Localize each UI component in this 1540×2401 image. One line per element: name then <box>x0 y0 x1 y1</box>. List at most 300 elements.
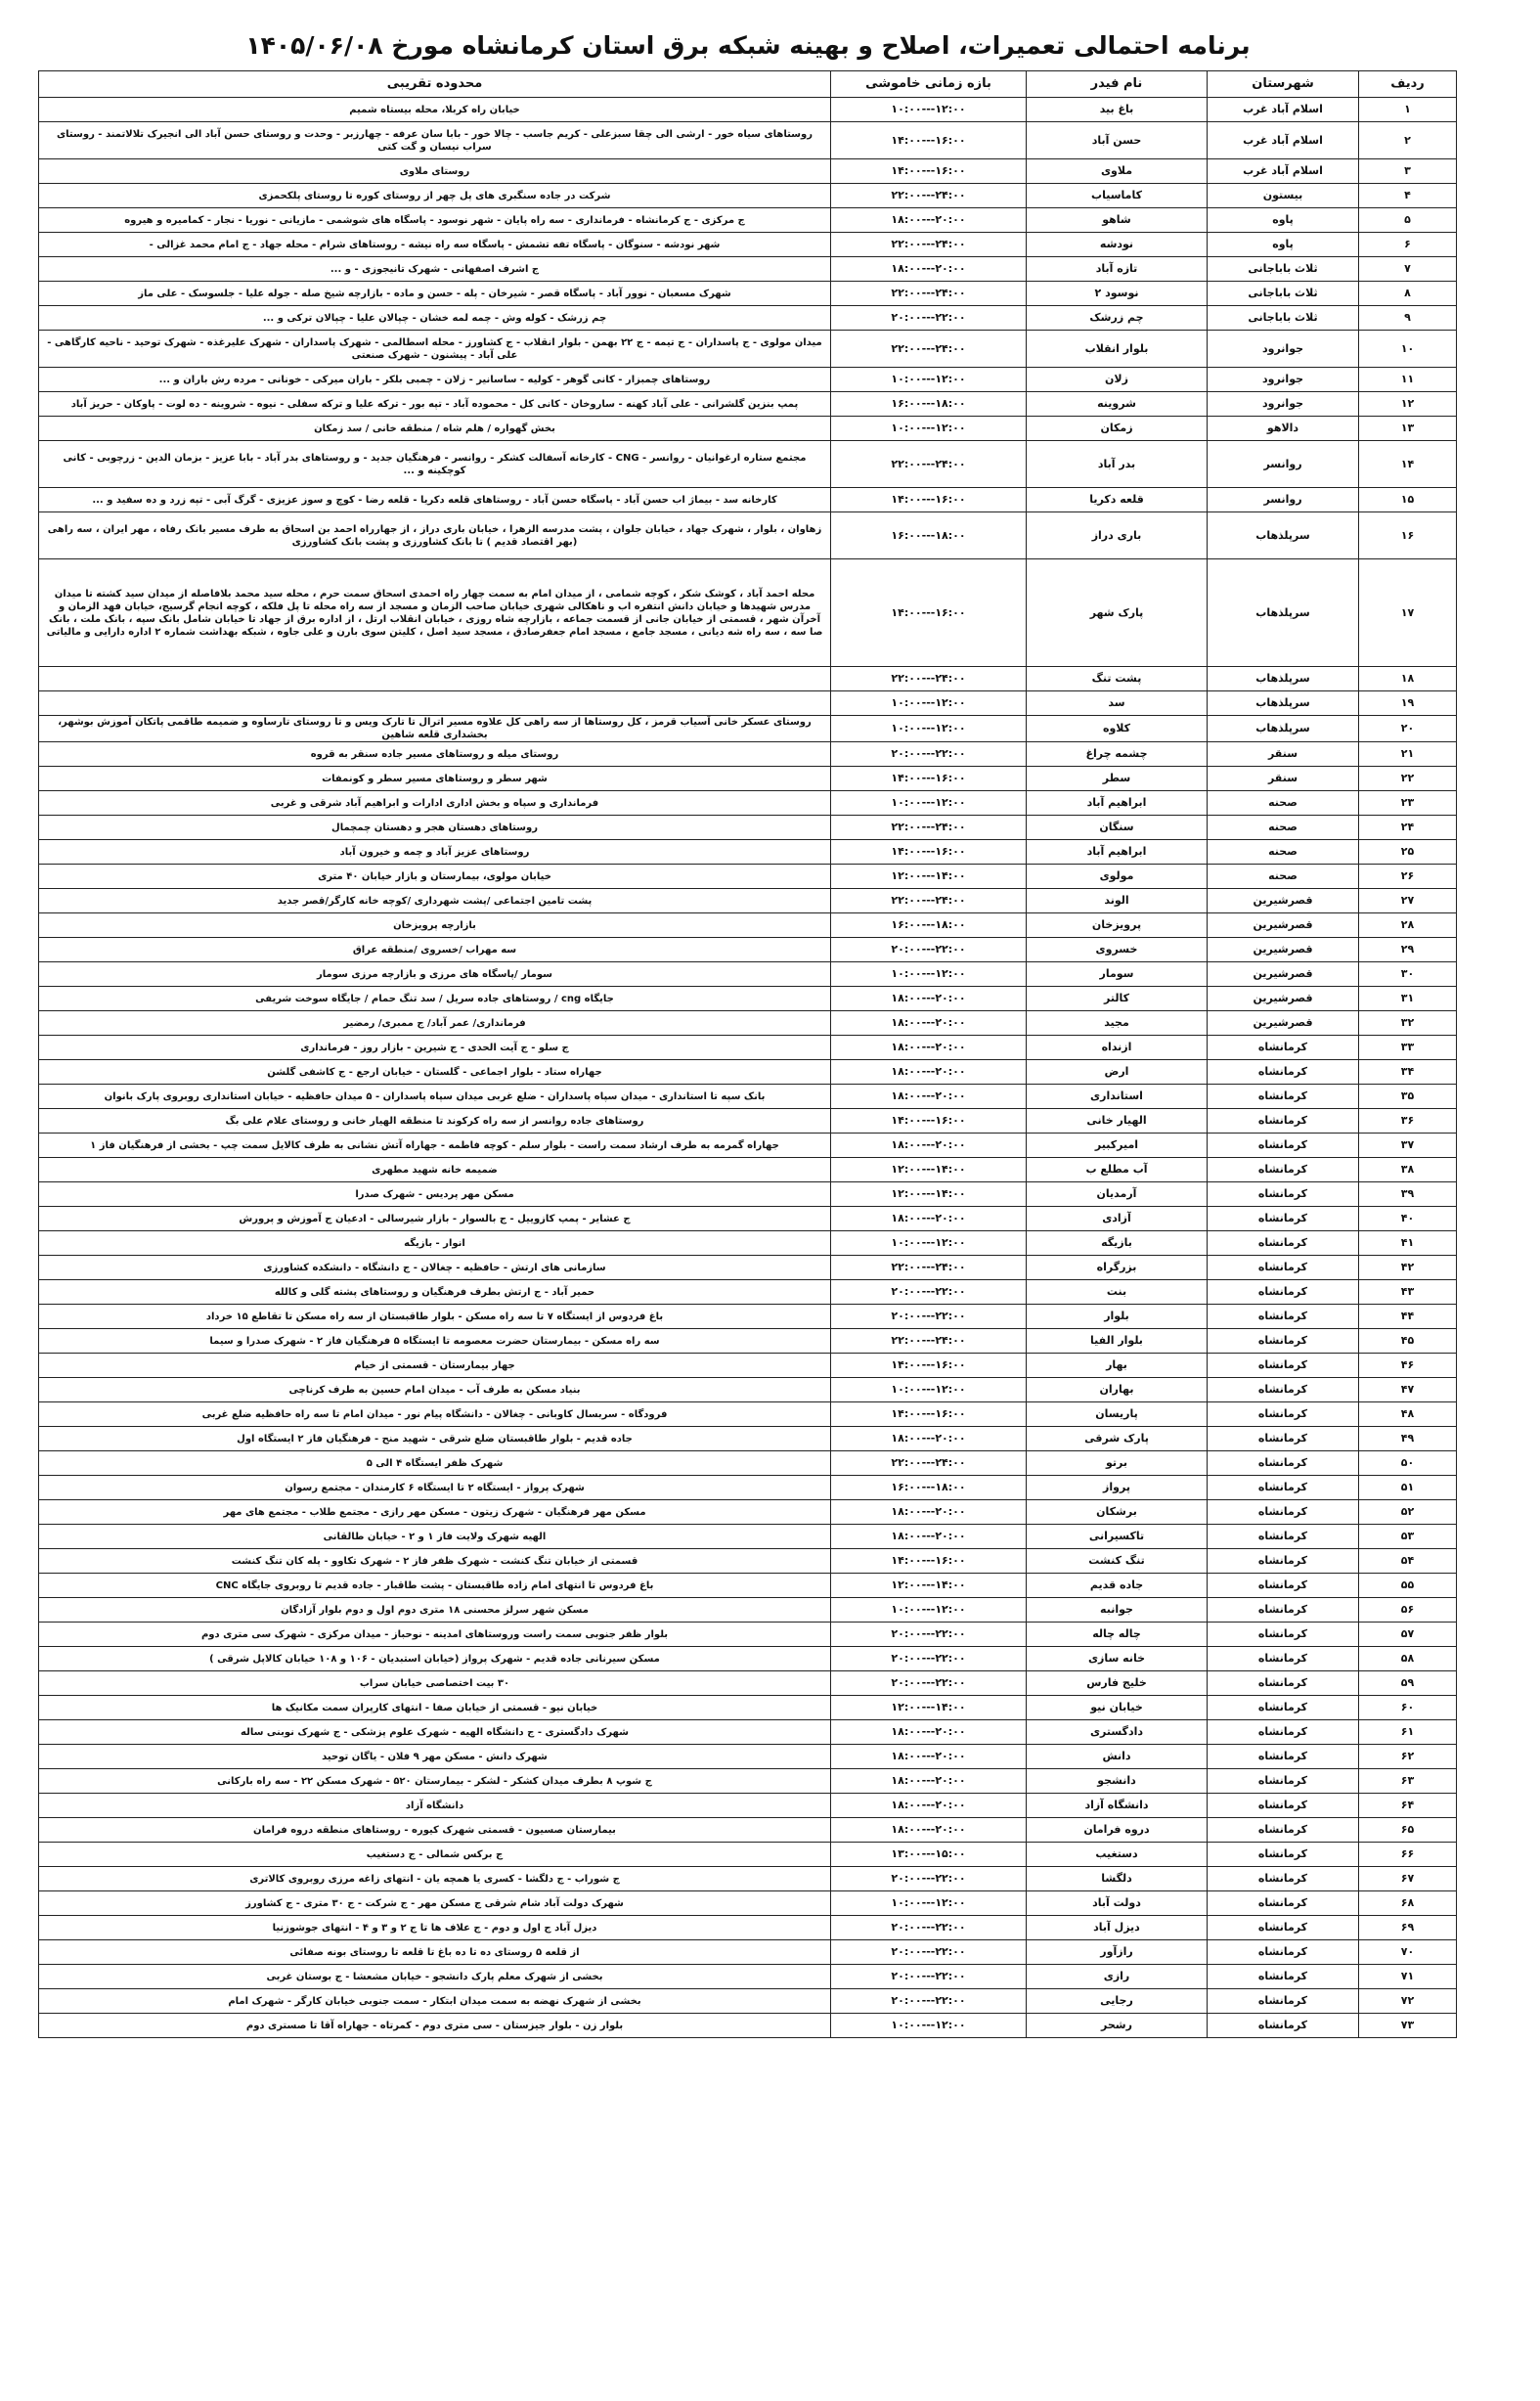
cell-feeder: باری دراز <box>1027 512 1208 559</box>
header-feeder: نام فیدر <box>1027 71 1208 98</box>
cell-row-number: ۴۷ <box>1359 1378 1457 1402</box>
table-row <box>39 938 1457 962</box>
cell-feeder: آرمدیان <box>1027 1182 1208 1207</box>
cell-area: جاده قدیم - بلوار طاقبستان ضلع شرقی - شهید منح - فرهنگیان فاز ۲ ایستگاه اول <box>39 1427 831 1451</box>
cell-city: کرمانشاه <box>1208 1598 1359 1623</box>
cell-area: محله احمد آباد ، کوشک شکر ، کوچه شمامی ، از میدان امام به سمت چهار راه احمدی اسحاق سمت حرم ، محله سید محمد بلافاصله از میدان سید کشته تا میدان مدرس شهیدها و خیابان دانش انتفره اب و ناهکالی شهری خیابان صاحب الزمان و مسجد از سه راه محله تا پل فلکه ، کوچه انجام گرسیج، خیابان فهد الزمان و آخرآن شهر ، قسمتی از خیابان جانی از قسمت جماعه ، بازارچه شاه روزی ، خیابان انقلاب ارتل ، از اداره برق از جهاد تا خیابان شامل بانک سپه ، بانک ملت ، بانک صا سه ، سه راه شه دیانی ، مسجد جامع ، مسجد امام جعفرصادق ، مسجد سید اصل ، کلیتن سوی بارن و علی جاوه ، شبکه بهداشت شماره ۲ اداره دارایی و مالیاتی <box>39 559 831 667</box>
table-row <box>39 1451 1457 1476</box>
cell-area: ضمیمه خانه شهید مطهری <box>39 1158 831 1182</box>
cell-row-number: ۲۵ <box>1359 840 1457 865</box>
cell-outage-time: ۱۸:۰۰---۲۰:۰۰ <box>831 1134 1027 1158</box>
cell-area: خیابان راه کربلا، محله بیستاه شمیم <box>39 98 831 122</box>
cell-row-number: ۴۵ <box>1359 1329 1457 1354</box>
cell-outage-time: ۱۰:۰۰---۱۲:۰۰ <box>831 716 1027 742</box>
cell-row-number: ۵ <box>1359 208 1457 233</box>
cell-area: روستای ملاوی <box>39 159 831 184</box>
table-row <box>39 1060 1457 1085</box>
cell-row-number: ۴ <box>1359 184 1457 208</box>
cell-city: کرمانشاه <box>1208 1134 1359 1158</box>
cell-outage-time: ۱۴:۰۰---۱۶:۰۰ <box>831 767 1027 791</box>
cell-outage-time: ۲۰:۰۰---۲۲:۰۰ <box>831 1280 1027 1305</box>
table-row <box>39 512 1457 559</box>
table-row <box>39 441 1457 488</box>
table-row <box>39 1965 1457 1989</box>
table-row <box>39 1476 1457 1500</box>
cell-city: روانسر <box>1208 441 1359 488</box>
cell-city: کرمانشاه <box>1208 1549 1359 1574</box>
table-row <box>39 1500 1457 1525</box>
cell-outage-time: ۲۲:۰۰---۲۴:۰۰ <box>831 816 1027 840</box>
cell-city: کرمانشاه <box>1208 1574 1359 1598</box>
cell-feeder: دانش <box>1027 1745 1208 1769</box>
cell-city: سرپلذهاب <box>1208 691 1359 716</box>
cell-city: کرمانشاه <box>1208 1182 1359 1207</box>
cell-row-number: ۵۰ <box>1359 1451 1457 1476</box>
cell-feeder: تنگ کنشت <box>1027 1549 1208 1574</box>
table-row <box>39 1329 1457 1354</box>
cell-feeder: دانشگاه آزاد <box>1027 1794 1208 1818</box>
cell-outage-time: ۲۰:۰۰---۲۲:۰۰ <box>831 1671 1027 1696</box>
cell-outage-time: ۲۰:۰۰---۲۲:۰۰ <box>831 1940 1027 1965</box>
cell-row-number: ۲۸ <box>1359 913 1457 938</box>
cell-outage-time: ۱۸:۰۰---۲۰:۰۰ <box>831 1060 1027 1085</box>
cell-outage-time: ۱۶:۰۰---۱۸:۰۰ <box>831 392 1027 417</box>
cell-row-number: ۷۰ <box>1359 1940 1457 1965</box>
cell-city: کرمانشاه <box>1208 1891 1359 1916</box>
cell-feeder: نودشه <box>1027 233 1208 257</box>
table-row <box>39 1036 1457 1060</box>
cell-row-number: ۷ <box>1359 257 1457 282</box>
cell-outage-time: ۱۴:۰۰---۱۶:۰۰ <box>831 1109 1027 1134</box>
cell-row-number: ۲۳ <box>1359 791 1457 816</box>
cell-area: میدان مولوی - ج پاسداران - ج تیمه - ج ۲۲ بهمن - بلوار انقلاب - ج کشاورز - محله اسطالمی - شهرک پاسداران - شهرک علیرغذه - شهرک توحید - ناحیه کارگاهی - علی آباد - پیشنون - شهرک صنعتی <box>39 331 831 368</box>
cell-outage-time: ۱۴:۰۰---۱۶:۰۰ <box>831 1549 1027 1574</box>
cell-outage-time: ۲۰:۰۰---۲۲:۰۰ <box>831 742 1027 767</box>
cell-outage-time: ۱۸:۰۰---۲۰:۰۰ <box>831 1427 1027 1451</box>
cell-feeder: برشکان <box>1027 1500 1208 1525</box>
cell-city: سرپلذهاب <box>1208 716 1359 742</box>
cell-row-number: ۵۲ <box>1359 1500 1457 1525</box>
cell-row-number: ۳۴ <box>1359 1060 1457 1085</box>
cell-area: شهرک دولت آباد شام شرقی ج مسکن مهر - ج شرکت - ج ۳۰ متری - ج کشاورز <box>39 1891 831 1916</box>
cell-area: پشت تامین اجتماعی /پشت شهرداری /کوچه خانه کارگر/قصر جدید <box>39 889 831 913</box>
table-row <box>39 1940 1457 1965</box>
cell-city: کرمانشاه <box>1208 1818 1359 1843</box>
cell-area: بخش گهواره / هلم شاه / منطقه خانی / سد زمکان <box>39 417 831 441</box>
cell-area: جهار بیمارستان - قسمتی از خیام <box>39 1354 831 1378</box>
table-row <box>39 1598 1457 1623</box>
cell-feeder: کالتر <box>1027 987 1208 1011</box>
page-title: برنامه احتمالی تعمیرات، اصلاح و بهینه شبکه برق استان کرمانشاه مورخ ۱۴۰۵/۰۶/۰۸ <box>245 31 1251 60</box>
cell-row-number: ۵۶ <box>1359 1598 1457 1623</box>
cell-row-number: ۲ <box>1359 122 1457 159</box>
cell-outage-time: ۲۰:۰۰---۲۲:۰۰ <box>831 1623 1027 1647</box>
cell-area: سازمانی های ارتش - حافظیه - چغالان - ج دانشگاه - دانشکده کشاورزی <box>39 1256 831 1280</box>
cell-feeder: شروینه <box>1027 392 1208 417</box>
cell-city: کرمانشاه <box>1208 1158 1359 1182</box>
cell-area: جهاراه گمرمه به طرف ارشاد سمت راست - بلوار سلم - کوچه فاطمه - جهاراه آتش نشانی به طرف کالایل سمت چپ - بخشی از فرهنگیان فاز ۱ <box>39 1134 831 1158</box>
cell-feeder: ارض <box>1027 1060 1208 1085</box>
cell-area: مجتمع ستاره ارغوانیان - روانسر - CNG - کارخانه آسفالت کشکر - روانسر - فرهنگیان جدید - و روستاهای بدر آباد - بابا عزیز - بزمان الدین - زرچوبی - کانی کوچکینه و ... <box>39 441 831 488</box>
cell-feeder: دانشجو <box>1027 1769 1208 1794</box>
cell-feeder: پاریسان <box>1027 1402 1208 1427</box>
cell-area: بخشی از شهرک معلم پارک دانشجو - خیابان مشعشا - ج بوستان غربی <box>39 1965 831 1989</box>
table-row <box>39 1916 1457 1940</box>
cell-row-number: ۶ <box>1359 233 1457 257</box>
cell-city: سرپلذهاب <box>1208 512 1359 559</box>
table-row <box>39 1671 1457 1696</box>
cell-city: کرمانشاه <box>1208 1329 1359 1354</box>
table-row <box>39 1989 1457 2014</box>
cell-outage-time: ۱۳:۰۰---۱۵:۰۰ <box>831 1843 1027 1867</box>
cell-city: کرمانشاه <box>1208 1671 1359 1696</box>
cell-outage-time: ۱۸:۰۰---۲۰:۰۰ <box>831 1500 1027 1525</box>
cell-area: الهیه شهرک ولایت فاز ۱ و ۲ - خیابان طالقانی <box>39 1525 831 1549</box>
cell-outage-time: ۱۸:۰۰---۲۰:۰۰ <box>831 1207 1027 1231</box>
cell-area: جهاراه ستاد - بلوار اجماعی - گلستان - خیابان ارجع - ج کاشفی گلشن <box>39 1060 831 1085</box>
table-row <box>39 282 1457 306</box>
cell-outage-time: ۱۶:۰۰---۱۸:۰۰ <box>831 913 1027 938</box>
cell-city: کرمانشاه <box>1208 1402 1359 1427</box>
table-row <box>39 1867 1457 1891</box>
table-row <box>39 1231 1457 1256</box>
cell-outage-time: ۲۲:۰۰---۲۴:۰۰ <box>831 331 1027 368</box>
cell-city: کرمانشاه <box>1208 1745 1359 1769</box>
table-row <box>39 691 1457 716</box>
table-row <box>39 1280 1457 1305</box>
table-row <box>39 1891 1457 1916</box>
table-row <box>39 767 1457 791</box>
cell-outage-time: ۲۲:۰۰---۲۴:۰۰ <box>831 441 1027 488</box>
cell-area: خیابان نیو - قسمتی از خیابان صفا - انتهای کارپران سمت مکانیک ها <box>39 1696 831 1720</box>
cell-row-number: ۳۷ <box>1359 1134 1457 1158</box>
cell-city: پاوه <box>1208 233 1359 257</box>
cell-outage-time: ۱۸:۰۰---۲۰:۰۰ <box>831 1745 1027 1769</box>
cell-city: کرمانشاه <box>1208 1427 1359 1451</box>
table-row <box>39 306 1457 331</box>
cell-area: فرمانداری/ عمر آباد/ ج ممبری/ رمضیر <box>39 1011 831 1036</box>
cell-area: روستاهای جاده روانسر از سه راه کرکوند تا منطقه الهیار خانی و روستای علام علی بگ <box>39 1109 831 1134</box>
cell-area: روستاهای عزیز آباد و چمه و خیرون آباد <box>39 840 831 865</box>
cell-feeder: پرویزخان <box>1027 913 1208 938</box>
cell-outage-time: ۱۶:۰۰---۱۸:۰۰ <box>831 1476 1027 1500</box>
cell-area: بنیاد مسکن به طرف آب - میدان امام حسین به طرف کرناچی <box>39 1378 831 1402</box>
table-row <box>39 1182 1457 1207</box>
table-row <box>39 1720 1457 1745</box>
table-row <box>39 559 1457 667</box>
cell-outage-time: ۱۰:۰۰---۱۲:۰۰ <box>831 1598 1027 1623</box>
cell-city: جوانرود <box>1208 331 1359 368</box>
table-row <box>39 417 1457 441</box>
cell-row-number: ۳۹ <box>1359 1182 1457 1207</box>
cell-area: کارخانه سد - بیماژ اب حسن آباد - پاسگاه حسن آباد - روستاهای قلعه دکریا - قلعه رضا - کوچ و سوز عزیزی - گرگ آبی - تپه زرد و ده سفید و ... <box>39 488 831 512</box>
cell-city: صحنه <box>1208 816 1359 840</box>
cell-row-number: ۴۹ <box>1359 1427 1457 1451</box>
cell-row-number: ۵۱ <box>1359 1476 1457 1500</box>
cell-city: کرمانشاه <box>1208 1843 1359 1867</box>
cell-feeder: ابراهیم آباد <box>1027 840 1208 865</box>
cell-area: شهرک دانش - مسکن مهر ۹ فلان - یاگان توحید <box>39 1745 831 1769</box>
cell-outage-time: ۱۸:۰۰---۲۰:۰۰ <box>831 208 1027 233</box>
table-row <box>39 208 1457 233</box>
cell-outage-time: ۱۲:۰۰---۱۴:۰۰ <box>831 1158 1027 1182</box>
cell-feeder: دولت آباد <box>1027 1891 1208 1916</box>
table-row <box>39 2014 1457 2038</box>
cell-row-number: ۶۳ <box>1359 1769 1457 1794</box>
cell-city: ثلاث باباجانی <box>1208 257 1359 282</box>
cell-area: زهاوان ، بلوار ، شهرک جهاد ، خیابان جلوان ، پشت مدرسه الزهرا ، خیابان باری دراز ، از جهارراه احمد بن اسحاق به طرف مسیر بانک رفاه ، مهر ایران ، سه راهی (بهر اقتصاد قدیم ) تا بانک کشاورزی و پشت بانک کشاورزی <box>39 512 831 559</box>
cell-city: سرپلذهاب <box>1208 667 1359 691</box>
cell-row-number: ۱۸ <box>1359 667 1457 691</box>
cell-feeder: رازآور <box>1027 1940 1208 1965</box>
table-row <box>39 98 1457 122</box>
cell-feeder: حسن آباد <box>1027 122 1208 159</box>
cell-feeder: نوسود ۲ <box>1027 282 1208 306</box>
cell-feeder: مجید <box>1027 1011 1208 1036</box>
cell-feeder: امیرکبیر <box>1027 1134 1208 1158</box>
cell-feeder: ابراهیم آباد <box>1027 791 1208 816</box>
cell-area: شرکت در جاده سنگبری های پل چهر از روستای کوره تا روستای پلکحمزی <box>39 184 831 208</box>
cell-city: صحنه <box>1208 865 1359 889</box>
cell-row-number: ۹ <box>1359 306 1457 331</box>
cell-area: شهرک دادگستری - ج دانشگاه الهیه - شهرک علوم پزشکی - ج شهرک نوبنی ساله <box>39 1720 831 1745</box>
table-row <box>39 1623 1457 1647</box>
cell-area: باغ فردوس تا انتهای امام زاده طاقبستان - پشت طاقبار - جاده قدیم تا روبروی جایگاه CNC <box>39 1574 831 1598</box>
cell-feeder: جاده قدیم <box>1027 1574 1208 1598</box>
cell-feeder: چشمه چراغ <box>1027 742 1208 767</box>
cell-city: ثلاث باباجانی <box>1208 306 1359 331</box>
cell-row-number: ۱۴ <box>1359 441 1457 488</box>
cell-outage-time: ۱۴:۰۰---۱۶:۰۰ <box>831 488 1027 512</box>
cell-feeder: زمکان <box>1027 417 1208 441</box>
cell-area: روستاهای سیاه خور - ارشی الی چقا سبزعلی - کریم جاسب - چالا خور - بابا سان عرفه - چهارزبر - وحدت و روستای حسن آباد الی انجیرک تلالاتمند - روستای سراب نیسان و گت کتی <box>39 122 831 159</box>
cell-row-number: ۱۱ <box>1359 368 1457 392</box>
table-row <box>39 840 1457 865</box>
cell-city: کرمانشاه <box>1208 1769 1359 1794</box>
cell-row-number: ۳۱ <box>1359 987 1457 1011</box>
cell-row-number: ۵۳ <box>1359 1525 1457 1549</box>
cell-area: بیمارستان صسیون - قسمتی شهرک کیوره - روستاهای منطقه دروه فرامان <box>39 1818 831 1843</box>
table-row <box>39 1134 1457 1158</box>
table-row <box>39 889 1457 913</box>
cell-row-number: ۴۶ <box>1359 1354 1457 1378</box>
cell-outage-time: ۱۸:۰۰---۲۰:۰۰ <box>831 1818 1027 1843</box>
cell-area: شهرک پرواز - ایستگاه ۲ تا ایستگاه ۶ کارمندان - مجتمع رسوان <box>39 1476 831 1500</box>
cell-feeder: سنگان <box>1027 816 1208 840</box>
cell-area: ج مرکزی - ج کرمانشاه - فرمانداری - سه راه پایان - شهر نوسود - پاسگاه های شوشمی - مازیانی - نوریا - نجار - کمامیره و هیروه <box>39 208 831 233</box>
cell-feeder: ملاوی <box>1027 159 1208 184</box>
table-body <box>39 98 1457 2038</box>
cell-row-number: ۶۰ <box>1359 1696 1457 1720</box>
table-row <box>39 1256 1457 1280</box>
cell-feeder: جوانبه <box>1027 1598 1208 1623</box>
cell-row-number: ۱۷ <box>1359 559 1457 667</box>
table-row <box>39 1574 1457 1598</box>
cell-area: مسکن سیرنانی جاده قدیم - شهرک پرواز (خیابان استبدیان - ۱۰۶ و ۱۰۸ خیابان کالاپل شرقی ) <box>39 1647 831 1671</box>
cell-city: کرمانشاه <box>1208 1989 1359 2014</box>
table-row <box>39 742 1457 767</box>
cell-outage-time: ۱۲:۰۰---۱۴:۰۰ <box>831 1696 1027 1720</box>
cell-feeder: تاکسیرانی <box>1027 1525 1208 1549</box>
cell-row-number: ۲۴ <box>1359 816 1457 840</box>
cell-feeder: شاهو <box>1027 208 1208 233</box>
cell-row-number: ۱۳ <box>1359 417 1457 441</box>
cell-city: سنقر <box>1208 742 1359 767</box>
cell-row-number: ۳۸ <box>1359 1158 1457 1182</box>
cell-area: بانک سپه تا استانداری - میدان سپاه پاسداران - ضلع غربی میدان سپاه پاسداران - ۵ میدان حافظیه - خیابان استانداری روبروی پارک بانوان <box>39 1085 831 1109</box>
header-city: شهرستان <box>1208 71 1359 98</box>
cell-row-number: ۴۴ <box>1359 1305 1457 1329</box>
table-row <box>39 1794 1457 1818</box>
cell-row-number: ۱۹ <box>1359 691 1457 716</box>
cell-area <box>39 667 831 691</box>
table-row <box>39 1549 1457 1574</box>
cell-city: کرمانشاه <box>1208 1965 1359 1989</box>
cell-city: کرمانشاه <box>1208 1623 1359 1647</box>
cell-row-number: ۳۰ <box>1359 962 1457 987</box>
cell-city: کرمانشاه <box>1208 1305 1359 1329</box>
cell-city: کرمانشاه <box>1208 1451 1359 1476</box>
cell-outage-time: ۱۲:۰۰---۱۴:۰۰ <box>831 865 1027 889</box>
cell-city: اسلام آباد غرب <box>1208 122 1359 159</box>
table-row <box>39 1745 1457 1769</box>
cell-area: روستاهای دهستان هجر و دهستان چمچمال <box>39 816 831 840</box>
cell-area: دانشگاه آزاد <box>39 1794 831 1818</box>
cell-row-number: ۴۲ <box>1359 1256 1457 1280</box>
cell-outage-time: ۱۰:۰۰---۱۲:۰۰ <box>831 417 1027 441</box>
cell-row-number: ۲۲ <box>1359 767 1457 791</box>
cell-area: روستاهای چمبزار - کانی گوهر - کولیه - ساسانیر - زلان - چمبی بلکر - باران میرکی - خونانی - مرده رش باران و ... <box>39 368 831 392</box>
cell-feeder: بدر آباد <box>1027 441 1208 488</box>
cell-row-number: ۱۵ <box>1359 488 1457 512</box>
cell-outage-time: ۱۴:۰۰---۱۶:۰۰ <box>831 1354 1027 1378</box>
cell-area: ج شوراب - ج دلگشا - کسری یا همچه یان - انتهای زاغه مرزی روبروی کالاتری <box>39 1867 831 1891</box>
cell-feeder: بلوار الفیا <box>1027 1329 1208 1354</box>
cell-outage-time: ۱۰:۰۰---۱۲:۰۰ <box>831 1378 1027 1402</box>
cell-area: بلوار ظفر جنوبی سمت راست وروستاهای امدینه - نوحباز - میدان مرکزی - شهرک سی متری دوم <box>39 1623 831 1647</box>
cell-row-number: ۶۴ <box>1359 1794 1457 1818</box>
cell-row-number: ۶۶ <box>1359 1843 1457 1867</box>
cell-area <box>39 691 831 716</box>
cell-city: کرمانشاه <box>1208 2014 1359 2038</box>
cell-city: اسلام آباد غرب <box>1208 159 1359 184</box>
table-row <box>39 1305 1457 1329</box>
cell-outage-time: ۲۲:۰۰---۲۴:۰۰ <box>831 1256 1027 1280</box>
table-row <box>39 1696 1457 1720</box>
cell-feeder: خسروی <box>1027 938 1208 962</box>
cell-area: ج برکس شمالی - ج دستغیب <box>39 1843 831 1867</box>
cell-area: شهر سطر و روستاهای مسیر سطر و کونمفات <box>39 767 831 791</box>
cell-feeder: رازی <box>1027 1965 1208 1989</box>
cell-feeder: سد <box>1027 691 1208 716</box>
table-row <box>39 1354 1457 1378</box>
cell-row-number: ۱۰ <box>1359 331 1457 368</box>
cell-row-number: ۴۳ <box>1359 1280 1457 1305</box>
cell-outage-time: ۱۲:۰۰---۱۴:۰۰ <box>831 1574 1027 1598</box>
cell-area: بخشی از شهرک نهضه به سمت میدان ابتکار - سمت جنوبی خیابان کارگر - شهرک امام <box>39 1989 831 2014</box>
cell-outage-time: ۲۲:۰۰---۲۴:۰۰ <box>831 1451 1027 1476</box>
table-header-row <box>39 71 1457 98</box>
cell-row-number: ۷۱ <box>1359 1965 1457 1989</box>
table-row <box>39 1647 1457 1671</box>
cell-city: کرمانشاه <box>1208 1476 1359 1500</box>
cell-outage-time: ۱۴:۰۰---۱۶:۰۰ <box>831 840 1027 865</box>
cell-row-number: ۳۳ <box>1359 1036 1457 1060</box>
cell-area: مسکن مهر فرهنگیان - شهرک زیتون - مسکن مهر رازی - مجتمع طلاب - مجتمع های مهر <box>39 1500 831 1525</box>
cell-outage-time: ۱۰:۰۰---۱۲:۰۰ <box>831 791 1027 816</box>
table-row <box>39 865 1457 889</box>
cell-row-number: ۵۷ <box>1359 1623 1457 1647</box>
cell-row-number: ۱۲ <box>1359 392 1457 417</box>
table-row <box>39 368 1457 392</box>
cell-area: بازارچه پرویزخان <box>39 913 831 938</box>
cell-outage-time: ۱۴:۰۰---۱۶:۰۰ <box>831 1402 1027 1427</box>
cell-city: کرمانشاه <box>1208 1109 1359 1134</box>
table-row <box>39 1427 1457 1451</box>
outage-table <box>38 70 1457 2038</box>
cell-area: شهرک مسعبان - نوور آباد - پاسگاه قصر - شیرخان - پله - حسن و ماده - بازارچه شیخ صله - جوله علیا - جلسوسک - علی ماز <box>39 282 831 306</box>
cell-area: ج عشایر - پمپ کازوییل - ج بالسوار - بازار شیرسالی - ادعیان ج آموزش و پرورش <box>39 1207 831 1231</box>
cell-area: روستای میله و روستاهای مسیر جاده سنقر به قروه <box>39 742 831 767</box>
cell-feeder: دستغیب <box>1027 1843 1208 1867</box>
cell-city: قصرشیرین <box>1208 889 1359 913</box>
table-row <box>39 816 1457 840</box>
cell-city: سنقر <box>1208 767 1359 791</box>
cell-feeder: بلوار انقلاب <box>1027 331 1208 368</box>
table-row <box>39 233 1457 257</box>
table-row <box>39 1843 1457 1867</box>
cell-outage-time: ۲۲:۰۰---۲۴:۰۰ <box>831 1329 1027 1354</box>
cell-outage-time: ۲۰:۰۰---۲۲:۰۰ <box>831 1916 1027 1940</box>
cell-feeder: چاله چاله <box>1027 1623 1208 1647</box>
cell-row-number: ۶۷ <box>1359 1867 1457 1891</box>
cell-outage-time: ۱۰:۰۰---۱۲:۰۰ <box>831 962 1027 987</box>
table-row <box>39 1525 1457 1549</box>
table-row <box>39 1818 1457 1843</box>
cell-row-number: ۵۹ <box>1359 1671 1457 1696</box>
cell-area: بلوار زن - بلوار جیزستان - سی متری دوم - کمرتاه - جهاراه آقا تا صستری دوم <box>39 2014 831 2038</box>
table-row <box>39 392 1457 417</box>
cell-feeder: بلوار <box>1027 1305 1208 1329</box>
cell-city: کرمانشاه <box>1208 1916 1359 1940</box>
cell-outage-time: ۱۸:۰۰---۲۰:۰۰ <box>831 1036 1027 1060</box>
cell-area: شهرک ظفر ایستگاه ۴ الی ۵ <box>39 1451 831 1476</box>
cell-city: کرمانشاه <box>1208 1378 1359 1402</box>
cell-area: قسمتی از خیابان تنگ کنشت - شهرک ظفر فاز ۲ - شهرک تکاوو - پله کان تنگ کنشت <box>39 1549 831 1574</box>
table-row <box>39 1402 1457 1427</box>
cell-row-number: ۶۵ <box>1359 1818 1457 1843</box>
table-row <box>39 1207 1457 1231</box>
cell-feeder: خانه سازی <box>1027 1647 1208 1671</box>
table-row <box>39 488 1457 512</box>
cell-area: مسکن شهر سرلز محسنی ۱۸ متری دوم اول و دوم بلوار آزادگان <box>39 1598 831 1623</box>
cell-area: از قلعه ۵ روستای ده تا ده باغ تا قلعه تا روستای بونه صفائی <box>39 1940 831 1965</box>
cell-city: اسلام آباد غرب <box>1208 98 1359 122</box>
cell-city: صحنه <box>1208 840 1359 865</box>
cell-row-number: ۵۵ <box>1359 1574 1457 1598</box>
cell-row-number: ۶۸ <box>1359 1891 1457 1916</box>
cell-city: پاوه <box>1208 208 1359 233</box>
cell-city: کرمانشاه <box>1208 1940 1359 1965</box>
table-row <box>39 257 1457 282</box>
cell-outage-time: ۱۰:۰۰---۱۲:۰۰ <box>831 1231 1027 1256</box>
cell-row-number: ۲۱ <box>1359 742 1457 767</box>
cell-feeder: بهاران <box>1027 1378 1208 1402</box>
table-row <box>39 987 1457 1011</box>
table-row <box>39 331 1457 368</box>
table-row <box>39 1011 1457 1036</box>
cell-feeder: رجایی <box>1027 1989 1208 2014</box>
